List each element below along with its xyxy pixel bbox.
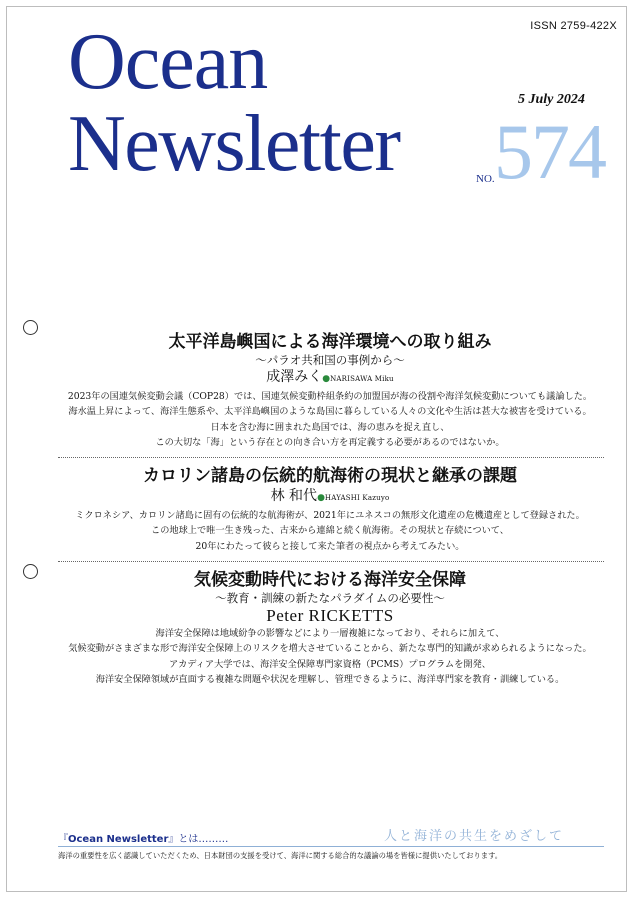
article-author: Peter RICKETTS (266, 606, 394, 625)
article-author (55, 368, 605, 388)
article-abstract (55, 508, 605, 554)
abstract-line: 2023年の国連気候変動会議（COP28）では、国連気候変動枠組条約の加盟国が海の役割や海洋気候変動についても議論した。 (67, 391, 593, 402)
footer-about-heading: 『Ocean Newsletter』とは……… (58, 834, 229, 845)
article-abstract (55, 626, 605, 687)
abstract-line: 日本を含む海に囲まれた島国では、海の恵みを捉え直し、 (210, 421, 450, 433)
abstract-line: 20年にわたって彼らと接して来た筆者の視点から考えてみたい。 (195, 540, 465, 552)
article-title: 気候変動時代における海洋安全保障 (194, 570, 466, 590)
article-subtitle: 〜パラオ共和国の事例から〜 (255, 353, 405, 367)
author-roman: HAYASHI Kazuyo (324, 494, 390, 502)
masthead-ocean: Ocean (68, 18, 268, 106)
issue-date: 5 July 2024 (518, 92, 585, 107)
article-title: カロリン諸島の伝統的航海術の現状と継承の課題 (143, 466, 517, 486)
article-2[interactable] (55, 465, 605, 554)
abstract-line: アカディア大学では、海洋安全保障専門家資格（PCMS）プログラムを開発、 (169, 658, 491, 670)
issue-number: 574 (494, 108, 605, 195)
issue-no-label: NO. (476, 173, 495, 185)
abstract-line: この地球上で唯一生き残った、古来から連綿と続く航海術。その現状と存続について、 (151, 525, 509, 537)
abstract-line: 海洋安全保障は地域紛争の影響などにより一層複雑になっており、それらに加えて、 (155, 628, 505, 639)
article-divider (58, 457, 604, 458)
binder-hole-icon (23, 564, 38, 579)
binder-hole-icon (23, 320, 38, 335)
article-subtitle: 〜教育・訓練の新たなパラダイムの必要性〜 (215, 591, 445, 605)
article-title: 太平洋島嶼国による海洋環境への取り組み (168, 332, 492, 352)
masthead-newsletter: Newsletter (68, 100, 400, 188)
bullet-icon: ● (317, 493, 325, 503)
article-3[interactable] (55, 569, 605, 687)
footer-about-name: Ocean Newsletter (68, 834, 169, 845)
abstract-line: 海水温上昇によって、海洋生態系や、太平洋島嶼国のような島国に暮らしている人々の文化や生活は甚大な被害を受けている。 (68, 406, 592, 418)
article-abstract (55, 389, 605, 450)
footer-motto: 人と海洋の共生をめざして (384, 829, 565, 844)
abstract-line: 海洋安全保障領域が直面する複雑な問題や状況を理解し、管理できるように、海洋専門家を教育・訓練している。 (95, 673, 565, 685)
article-1[interactable] (55, 331, 605, 450)
abstract-line: この大切な「海」という存在との向き合い方を再定義する必要があるのではないか。 (155, 436, 505, 448)
abstract-line: 気候変動がさまざまな形で海洋安全保障上のリスクを増大させていることから、新たな専門的知識が求められるようになった。 (68, 643, 592, 655)
article-divider (58, 561, 604, 562)
footer-divider (58, 846, 604, 847)
author-name: 成澤みく (266, 369, 323, 385)
author-roman: NARISAWA Miku (330, 375, 394, 383)
issn-number: ISSN 2759-422X (530, 20, 617, 32)
article-author (55, 487, 605, 507)
author-name: 林 和代 (270, 488, 318, 504)
abstract-line: ミクロネシア、カロリン諸島に固有の伝統的な航海術が、2021年にユネスコの無形文化遺産の危機遺産として登録された。 (75, 510, 585, 521)
bullet-icon: ● (322, 374, 331, 384)
footer-description: 海洋の重要性を広く認識していただくため、日本財団の支援を受けて、海洋に関する総合的な議論の場を皆様に提供いたしております。 (58, 851, 503, 860)
